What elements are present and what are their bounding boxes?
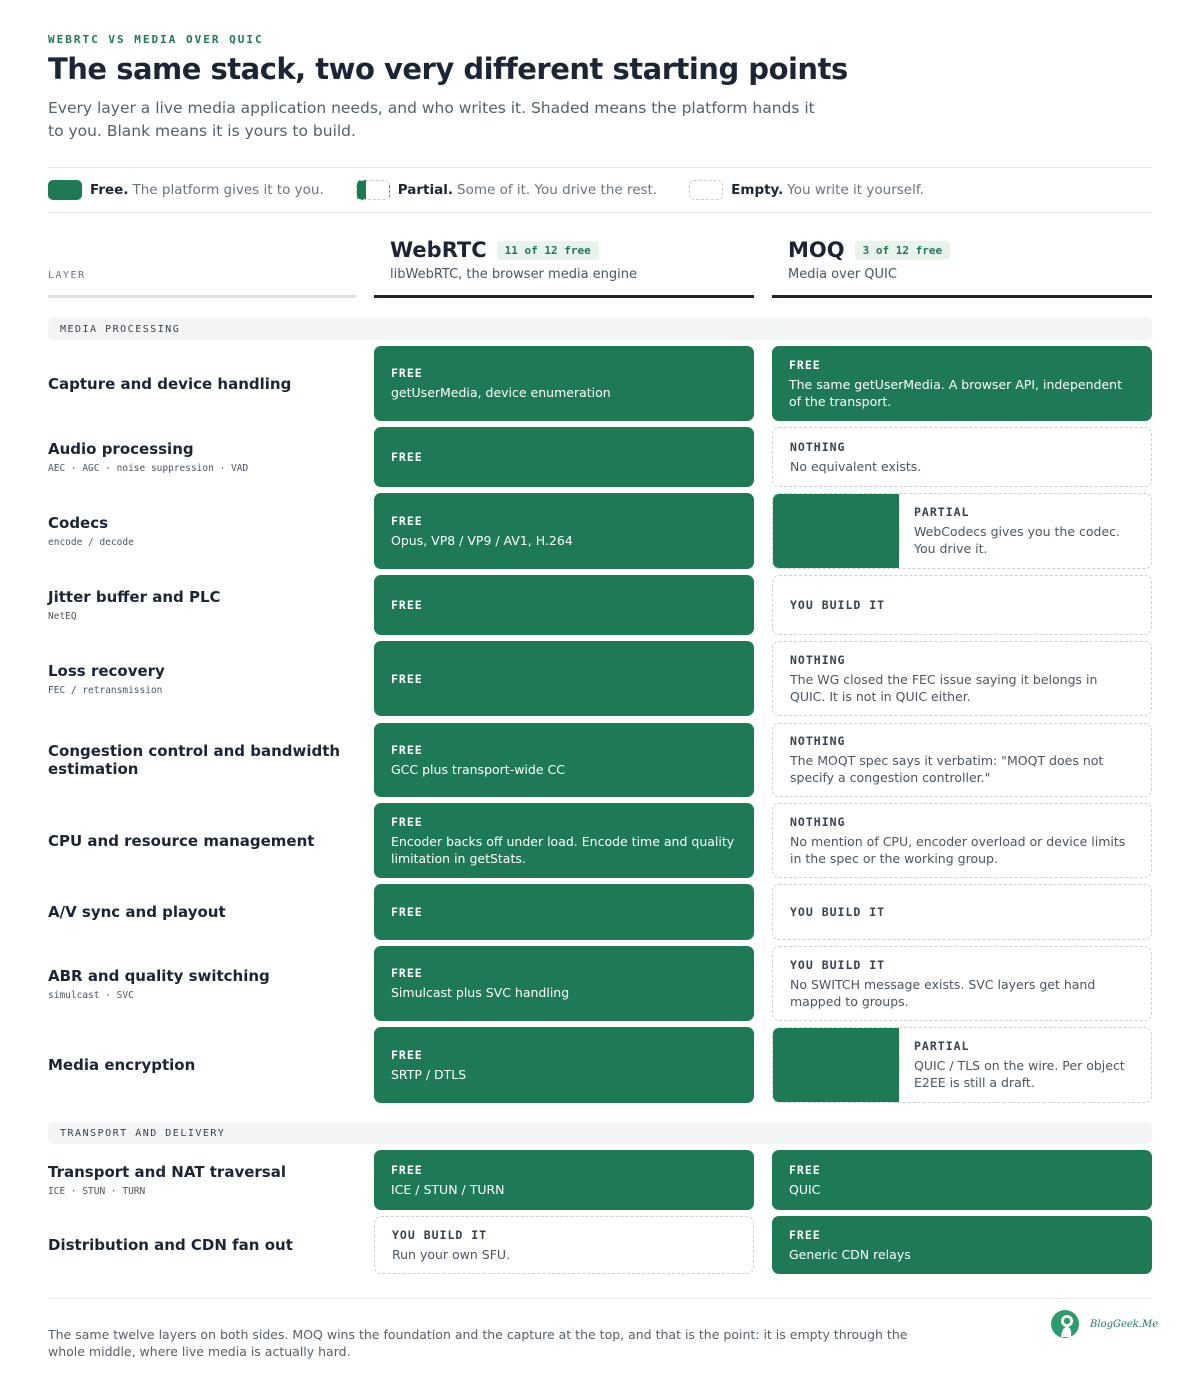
cell-status: FREE [789, 1227, 821, 1242]
brand-name: BlogGeek.Me [1090, 1318, 1159, 1330]
cell-note: Simulcast plus SVC handling [391, 985, 570, 1000]
layer-label [48, 1027, 348, 1103]
webrtc-cell-free [374, 493, 754, 569]
webrtc-cell-free [374, 427, 754, 487]
legend-partial-label: Partial. [397, 182, 453, 198]
cell-status: FREE [391, 366, 423, 380]
cell-note: SRTP / DTLS [391, 1066, 467, 1082]
legend-free-desc: The platform gives it to you. [132, 182, 324, 198]
webrtc-cell-free [374, 1027, 754, 1103]
cell-note: No equivalent exists. [790, 458, 922, 474]
cell-status: YOU BUILD IT [790, 957, 886, 972]
moq-cell-free [772, 346, 1152, 421]
legend-empty-label: Empty. [731, 182, 784, 198]
layer-name: Jitter buffer and PLC [48, 588, 221, 606]
webrtc-subtitle: libWebRTC, the browser media engine [390, 267, 637, 282]
webrtc-cell-empty [374, 1216, 754, 1274]
layer-label [48, 946, 348, 1021]
moq-column-header [788, 238, 950, 282]
cell-status: YOU BUILD IT [790, 598, 886, 612]
layer-label [48, 575, 348, 635]
moq-cell-free [772, 1150, 1152, 1210]
moq-cell-partial [772, 493, 1152, 569]
cell-status: FREE [391, 1162, 423, 1177]
moq-cell-empty [772, 723, 1152, 797]
layer-name: Congestion control and bandwidth estimation [48, 742, 341, 778]
cell-status: YOU BUILD IT [790, 905, 886, 919]
moq-cell-empty [772, 575, 1152, 635]
moq-cell-empty [772, 641, 1152, 716]
cell-status: NOTHING [790, 439, 846, 454]
webrtc-cell-free [374, 803, 754, 878]
cell-status: NOTHING [790, 814, 846, 829]
legend-partial [356, 180, 657, 200]
page-subtitle: Every layer a live media application needs, and who writes it. Shaded means the platform hands it to you. Blank means it is yours to build. [48, 99, 815, 140]
cell-status: FREE [391, 1047, 423, 1062]
moq-column-underline [772, 295, 1152, 298]
cell-note: Opus, VP8 / VP9 / AV1, H.264 [391, 532, 573, 548]
legend-partial-desc: Some of it. You drive the rest. [457, 182, 658, 198]
webrtc-cell-free [374, 641, 754, 716]
legend-free-swatch [48, 180, 82, 200]
layer-name: Capture and device handling [48, 374, 292, 393]
layer-column-header: LAYER [48, 270, 86, 281]
brand-mark-icon [1050, 1309, 1080, 1339]
brand-logo [1050, 1309, 1158, 1339]
cell-status: FREE [391, 966, 423, 980]
layer-tag: encode / decode [48, 537, 134, 548]
webrtc-cell-free [374, 1150, 754, 1210]
moq-cell-empty [772, 427, 1152, 487]
cell-note: WebCodecs gives you the codec. You drive it. [914, 524, 1121, 556]
partial-fill [773, 494, 899, 568]
webrtc-cell-free [374, 884, 754, 940]
layer-tag: simulcast · SVC [48, 989, 134, 1001]
legend-empty-desc: You write it yourself. [787, 182, 924, 198]
layer-label [48, 803, 348, 878]
layer-label [48, 427, 348, 487]
cell-note: Run your own SFU. [392, 1246, 511, 1262]
legend-partial-swatch [356, 180, 390, 200]
layer-label [48, 1216, 348, 1274]
moq-cell-partial [772, 1027, 1152, 1103]
cell-note: Encoder backs off under load. Encode time and quality limitation in getStats. [391, 833, 735, 866]
moq-score-badge: 3 of 12 free [855, 241, 950, 260]
legend [48, 180, 956, 200]
cell-note: Generic CDN relays [789, 1246, 911, 1262]
cell-note: GCC plus transport-wide CC [391, 761, 565, 777]
webrtc-cell-free [374, 946, 754, 1021]
layer-name: Loss recovery [48, 661, 165, 680]
cell-status: PARTIAL [914, 1039, 970, 1053]
cell-note: QUIC [789, 1181, 821, 1197]
legend-empty [689, 180, 924, 200]
page-title: The same stack, two very different starting points [48, 52, 848, 86]
divider [48, 167, 1152, 168]
cell-status: FREE [391, 742, 423, 757]
cell-note: ICE / STUN / TURN [391, 1181, 505, 1197]
cell-status: NOTHING [790, 652, 846, 667]
cell-status: FREE [391, 450, 423, 464]
layer-name: Distribution and CDN fan out [48, 1236, 293, 1254]
webrtc-cell-free [374, 575, 754, 635]
cell-note: getUserMedia, device enumeration [391, 385, 611, 400]
layer-label [48, 723, 348, 797]
moq-cell-empty [772, 884, 1152, 940]
webrtc-column-underline [374, 295, 754, 298]
cell-status: FREE [391, 598, 423, 612]
layer-label [48, 884, 348, 940]
layer-column-underline [48, 295, 356, 298]
layer-label [48, 346, 348, 421]
partial-fill [773, 1028, 899, 1102]
layer-tag: FEC / retransmission [48, 684, 163, 696]
moq-cell-empty [772, 803, 1152, 878]
divider [48, 1298, 1152, 1299]
footer-text: The same twelve layers on both sides. MOQ wins the foundation and the capture at the top, and that is the point: it is empty through the whole middle, where live media is actually hard. [48, 1327, 908, 1359]
cell-status: FREE [391, 905, 423, 919]
cell-note: QUIC / TLS on the wire. Per object E2EE is still a draft. [914, 1058, 1125, 1090]
layer-tag: ICE · STUN · TURN [48, 1186, 146, 1197]
layer-name: Codecs [48, 514, 109, 532]
cell-note: The MOQT spec says it verbatim: "MOQT does not specify a congestion controller." [790, 753, 1104, 785]
webrtc-score-badge: 11 of 12 free [497, 241, 599, 260]
webrtc-cell-free [374, 723, 754, 797]
cell-status: YOU BUILD IT [392, 1227, 488, 1242]
webrtc-column-header [390, 238, 637, 282]
layer-name: A/V sync and playout [48, 903, 226, 921]
cell-note: No mention of CPU, encoder overload or device limits in the spec or the working group. [790, 833, 1126, 866]
layer-tag: NetEQ [48, 611, 77, 622]
section-header: MEDIA PROCESSING [48, 318, 1152, 340]
legend-free-label: Free. [90, 182, 129, 198]
layer-label [48, 493, 348, 569]
moq-cell-empty [772, 946, 1152, 1021]
layer-name: Media encryption [48, 1056, 196, 1074]
eyebrow: WEBRTC VS MEDIA OVER QUIC [48, 33, 264, 46]
webrtc-name: WebRTC [390, 238, 487, 262]
cell-status: FREE [789, 357, 821, 372]
legend-empty-swatch [689, 180, 723, 200]
moq-name: MOQ [788, 238, 845, 262]
cell-status: FREE [391, 671, 423, 686]
cell-status: FREE [789, 1162, 821, 1177]
cell-status: NOTHING [790, 734, 846, 748]
layer-name: ABR and quality switching [48, 966, 270, 985]
webrtc-cell-free [374, 346, 754, 421]
moq-cell-free [772, 1216, 1152, 1274]
cell-status: FREE [391, 814, 423, 829]
cell-status: PARTIAL [914, 505, 970, 519]
moq-subtitle: Media over QUIC [788, 267, 897, 282]
layer-name: Transport and NAT traversal [48, 1163, 286, 1181]
cell-status: FREE [391, 513, 423, 528]
layer-tag: AEC · AGC · noise suppression · VAD [48, 463, 249, 474]
layer-label [48, 1150, 348, 1210]
cell-note: No SWITCH message exists. SVC layers get hand mapped to groups. [790, 976, 1096, 1009]
layer-name: Audio processing [48, 440, 194, 458]
layer-name: CPU and resource management [48, 831, 315, 850]
divider [48, 212, 1152, 213]
legend-free [48, 180, 324, 200]
cell-note: The same getUserMedia. A browser API, independent of the transport. [789, 376, 1122, 409]
section-header: TRANSPORT AND DELIVERY [48, 1122, 1152, 1144]
layer-label [48, 641, 348, 716]
cell-note: The WG closed the FEC issue saying it belongs in QUIC. It is not in QUIC either. [790, 671, 1098, 704]
